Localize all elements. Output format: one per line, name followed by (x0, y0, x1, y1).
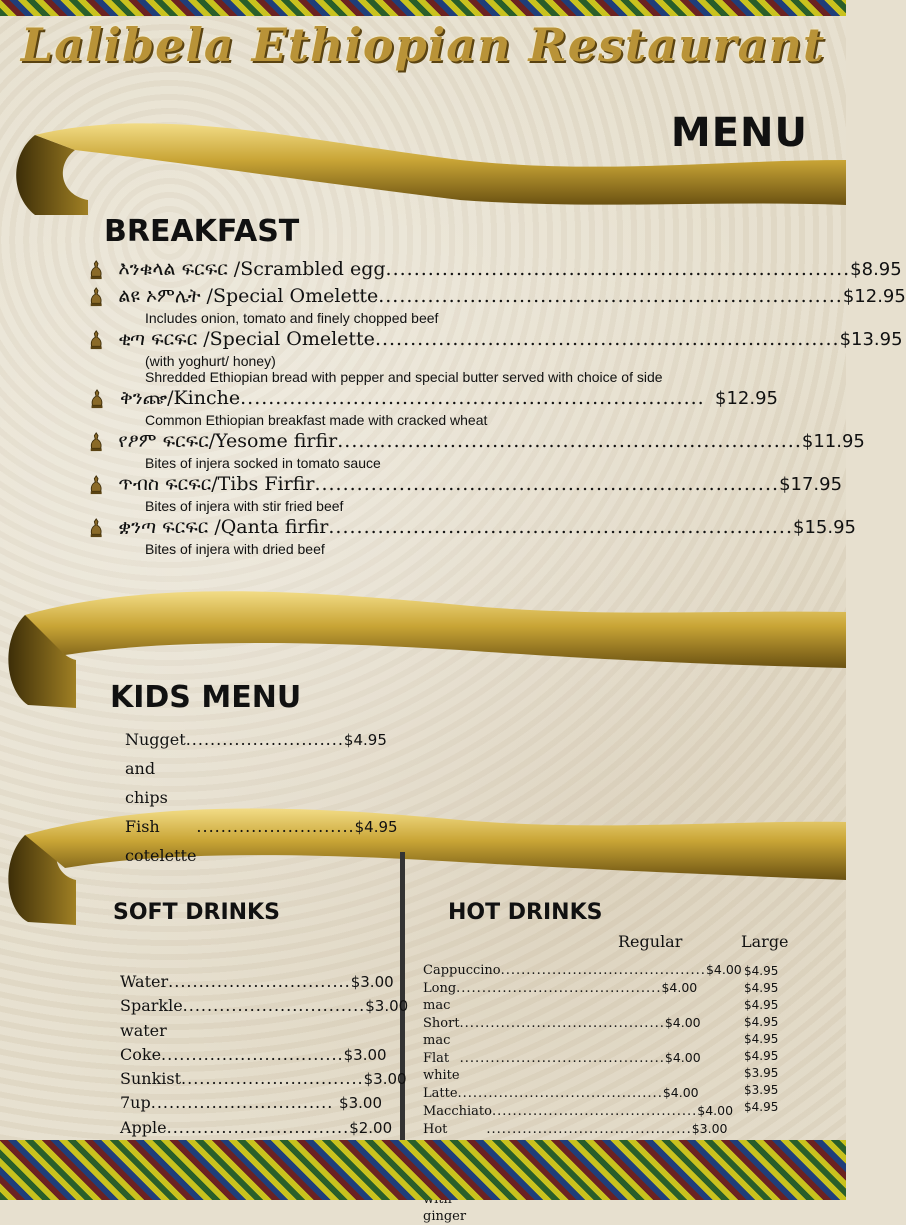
regular-price: $4.00 (662, 1085, 699, 1100)
item-name: እንቁላል ፍርፍር /Scrambled egg (118, 258, 386, 280)
large-price: $4.95 (744, 964, 779, 978)
breakfast-item: ልዩ ኦምሌት /Special Omelette .................................................................. $12.95 Includes onion, tomato and finely chopped beef (88, 283, 778, 326)
breakfast-list (88, 256, 906, 557)
item-price: $3.00 (339, 1094, 382, 1113)
regular-price: $4.00 (697, 1103, 734, 1118)
large-price: $4.95 (744, 1015, 779, 1029)
large-price: $4.95 (744, 998, 779, 1012)
item-price: $8.95 (850, 259, 902, 280)
item-price: $2.00 (349, 1118, 393, 1137)
regular-size-label: Regular (618, 932, 683, 951)
item-name: Hot (423, 1122, 448, 1137)
kids-item: Fish cotelette .......................... $4.95 (125, 812, 385, 870)
large-size-label: Large (741, 932, 789, 951)
item-name: ቅንጬ/Kinche (120, 387, 241, 409)
hot-drink-item: Macchiato ........................................ $4.00 (423, 1103, 734, 1119)
kids-menu-heading: KIDS MENU (110, 680, 302, 715)
item-name: ልዩ ኦምሌት /Special Omelette (118, 285, 379, 307)
coffee-pot-icon (88, 260, 104, 280)
item-price: $13.95 (839, 329, 903, 350)
regular-price: $4.00 (664, 1050, 701, 1065)
large-price: $4.95 (744, 981, 779, 995)
regular-price: $3.00 (691, 1121, 728, 1136)
hot-drink-item: Long mac ........................................ $4.00 (423, 980, 698, 1013)
item-name: Water (120, 972, 169, 991)
item-name: Long mac (423, 981, 457, 1013)
large-price: $3.95 (744, 1083, 779, 1097)
item-price: $11.95 (801, 431, 865, 452)
item-name: Macchiato (423, 1104, 492, 1119)
hot-drink-item: Short mac ........................................ $4.00 (423, 1015, 701, 1048)
hot-drinks-heading: HOT DRINKS (448, 900, 603, 925)
item-name: ቋንጣ ፍርፍር /Qanta firfir (118, 516, 329, 538)
regular-price: $4.00 (661, 980, 698, 995)
soft-drinks-list (120, 970, 409, 1164)
ribbon-band (25, 591, 846, 668)
item-price: $3.00 (365, 997, 409, 1016)
large-price: $4.95 (744, 1100, 779, 1114)
item-name: Apple (120, 1117, 167, 1137)
breakfast-item: የፆም ፍርፍር/Yesome firfir .................................................................. $11.95 Bites of injera socked in tomato sauce (88, 428, 778, 471)
soft-drink-item: Coke .............................. $3.00 (120, 1043, 382, 1067)
item-description: Common Ethiopian breakfast made with cracked wheat (145, 412, 488, 428)
breakfast-item: ቅንጬ/Kinche .................................................................. $12.95 Common Ethiopian breakfast made with cracked wheat (88, 385, 778, 428)
coffee-pot-icon (88, 475, 104, 495)
soft-drinks-heading: SOFT DRINKS (113, 900, 280, 925)
breakfast-item: እንቁላል ፍርፍር /Scrambled egg .................................................................. $8.95 (88, 256, 778, 283)
hot-drink-item: Flat white ........................................ $4.00 (423, 1050, 701, 1083)
item-price: $12.95 (842, 286, 906, 307)
item-name: ቂጣ ፍርፍር /Special Omelette (118, 328, 375, 350)
hot-drink-item: Cappuccino ........................................ $4.00 (423, 962, 742, 978)
item-name: Fish cotelette (125, 817, 197, 865)
item-description: Shredded Ethiopian bread with pepper and special butter served with choice of side (145, 369, 663, 385)
item-name: Sunkist (120, 1069, 182, 1089)
soft-drink-item: 7up .............................. $3.00 (120, 1091, 382, 1115)
item-price: $4.95 (354, 818, 398, 836)
menu-label: MENU (670, 110, 808, 156)
hot-drink-item: Latte ........................................ $4.00 (423, 1085, 699, 1101)
item-name: ጥብስ ፍርፍር/Tibs Firfir (118, 473, 315, 495)
large-price-column (744, 963, 794, 1116)
item-price: $17.95 (779, 474, 843, 495)
item-name: Flat white (423, 1051, 460, 1083)
item-name: 7up (120, 1093, 151, 1113)
large-price: $4.95 (744, 1032, 779, 1046)
item-name: ginger (423, 1209, 467, 1224)
regular-price: $4.00 (705, 962, 742, 977)
item-description: Includes onion, tomato and finely chopped beef (145, 310, 439, 326)
hot-drink-item: Hot ........................................ $3.00 (423, 1120, 673, 1155)
coffee-pot-icon (88, 389, 106, 409)
item-name: Sparkle water (120, 996, 183, 1040)
woven-border-bottom (0, 1140, 846, 1200)
item-name: Latte (423, 1086, 458, 1101)
breakfast-heading: BREAKFAST (104, 214, 300, 249)
breakfast-item: ቋንጣ ፍርፍር /Qanta firfir .................................................................. $15.95 Bites of injera with dried beef (88, 514, 778, 557)
item-price: $12.95 (715, 388, 778, 409)
item-name: Short mac (423, 1016, 460, 1048)
kids-item: Nugget and chips .......................... $4.95 (125, 725, 385, 812)
restaurant-name: Lalibela Ethiopian Restaurant (20, 18, 826, 72)
large-price: $3.95 (744, 1066, 779, 1080)
item-description: Bites of injera socked in tomato sauce (145, 455, 381, 471)
kids-menu-list (125, 725, 398, 870)
item-description: Bites of injera with stir fried beef (145, 498, 344, 514)
coffee-pot-icon (88, 432, 104, 452)
item-description: (with yoghurt/ honey) (145, 353, 276, 369)
soft-drink-item: Sunkist .............................. $3.00 (120, 1067, 382, 1091)
item-description: Bites of injera with dried beef (145, 541, 325, 557)
breakfast-item: ጥብስ ፍርፍር/Tibs Firfir .................................................................. $17.95 Bites of injera with stir fried beef (88, 471, 778, 514)
item-price: $15.95 (793, 517, 856, 538)
item-price: $3.00 (363, 1070, 407, 1089)
item-name: Cappuccino (423, 963, 501, 978)
large-price: $4.95 (744, 1049, 779, 1063)
breakfast-item: ቂጣ ፍርፍር /Special Omelette .................................................................. $13.95 (with yoghurt/ honey) Shredded Ethiopian bread with pepper and special butter served with choice of side (88, 326, 778, 385)
soft-drink-item: Apple .............................. $2.00 (120, 1116, 382, 1165)
coffee-pot-icon (88, 518, 104, 538)
item-name: Coke (120, 1044, 162, 1064)
regular-price: $4.00 (664, 1015, 701, 1030)
item-name: የፆም ፍርፍር/Yesome firfir (118, 430, 338, 452)
item-price: $3.00 (350, 973, 394, 991)
soft-drink-item: Sparkle water .............................. $3.00 (120, 994, 382, 1043)
soft-drink-item: Water .............................. $3.00 (120, 970, 382, 994)
coffee-pot-icon (88, 330, 104, 350)
coffee-pot-icon (88, 287, 104, 307)
item-price: $4.95 (343, 731, 387, 749)
item-name: Nugget and chips (125, 730, 186, 807)
item-price: $3.00 (343, 1045, 387, 1064)
